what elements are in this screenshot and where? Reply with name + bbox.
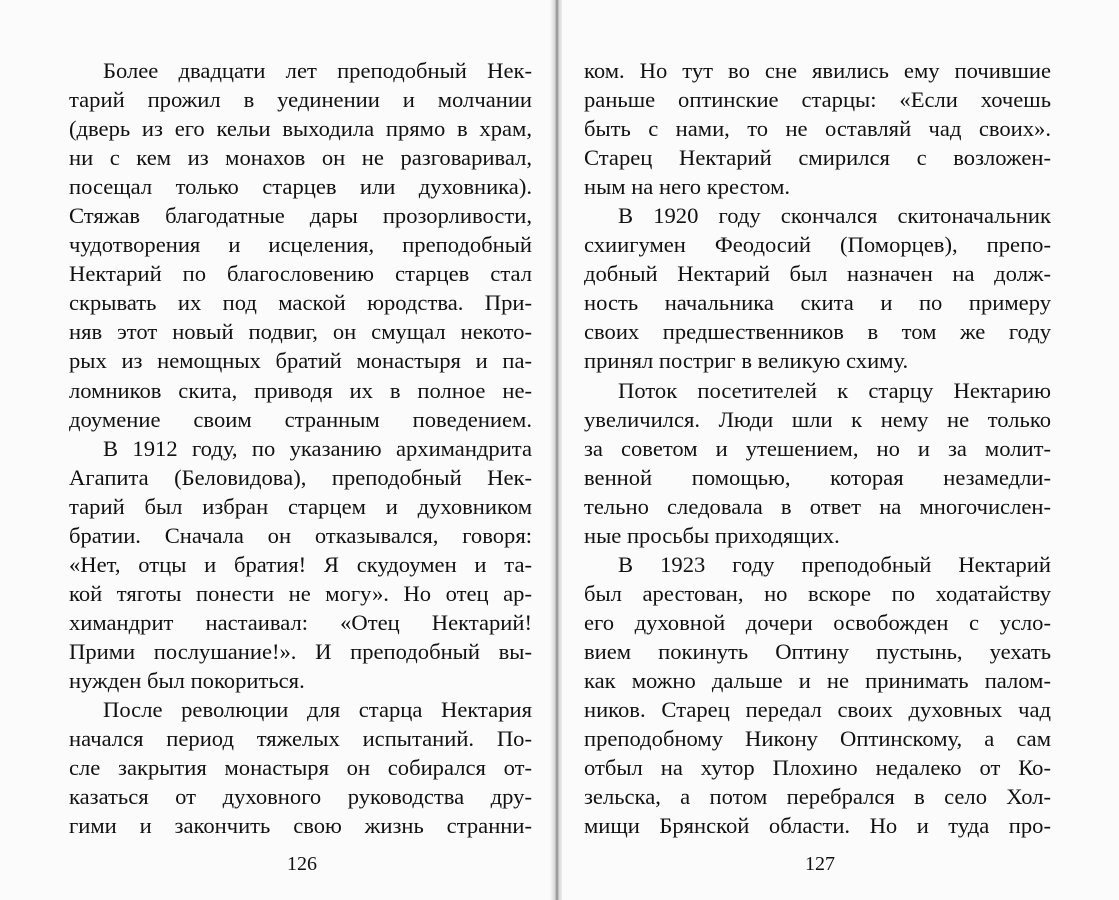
text-line: Стяжав благодатные дары прозорливости, [69, 203, 532, 229]
text-line: своих предшественников в том же году [584, 319, 1051, 345]
text-line: начался период тяжелых испытаний. По- [69, 726, 532, 752]
text-line: кой тяготы понести не могу». Но отец ар- [69, 580, 532, 606]
text-line: вием покинуть Оптину пустынь, уехать [584, 638, 1051, 664]
text-line: венной помощью, которая незамедли- [584, 464, 1051, 490]
text-line: зельска, а потом перебрался в село Хол- [584, 784, 1051, 810]
text-line: Прими послушание!». И преподобный вы- [69, 638, 532, 664]
right-page [562, 0, 1119, 900]
text-line: тарий был избран старцем и духовником [69, 493, 532, 519]
text-line: чудотворения и исцеления, преподобный [69, 232, 532, 258]
text-line: ные просьбы приходящих. [584, 522, 840, 548]
text-line: рых из немощных братий монастыря и па- [69, 348, 532, 374]
text-line: Поток посетителей к старцу Нектарию [618, 377, 1051, 403]
text-line: быть с нами, то не оставляй чад своих». [584, 116, 1051, 142]
text-line: сле закрытия монастыря он собирался от- [69, 755, 532, 781]
text-line: добный Нектарий был назначен на долж- [584, 261, 1051, 287]
text-line: Агапита (Беловидова), преподобный Нек- [69, 464, 532, 490]
text-line: казаться от духовного руководства дру- [69, 784, 532, 810]
page-number-right: 127 [805, 853, 835, 875]
left-page-text [69, 56, 532, 840]
text-line: принял постриг в великую схиму. [584, 348, 909, 374]
text-line: как можно дальше и не принимать палом- [584, 667, 1051, 693]
text-line: няв этот новый подвиг, он смущал некото- [69, 319, 532, 345]
text-line: скрывать их под маской юродства. При- [69, 290, 532, 316]
text-line: После революции для старца Нектария [103, 697, 532, 723]
text-line: посещал только старцев или духовника). [69, 174, 532, 200]
text-line: Нектарий по благословению старцев стал [69, 261, 532, 287]
text-line: ком. Но тут во сне явились ему почившие [584, 58, 1051, 83]
text-line: В 1920 году скончался скитоначальник [618, 203, 1051, 229]
text-line: доумение своим странным поведением. [69, 406, 532, 432]
text-line: за советом и утешением, но и за молит- [584, 435, 1051, 461]
text-line: ников. Старец передал своих духовных чад [584, 697, 1051, 723]
text-line: Старец Нектарий смирился с возложен- [584, 145, 1051, 171]
text-line: гими и закончить свою жизнь странни- [69, 813, 532, 839]
text-line: (дверь из его кельи выходила прямо в храм, [69, 116, 532, 142]
text-line: мищи Брянской области. Но и туда про- [584, 813, 1051, 839]
text-line: нужден был покориться. [69, 667, 305, 693]
right-page-text [584, 56, 1051, 840]
text-line: ным на него крестом. [584, 174, 791, 200]
text-line: Более двадцати лет преподобный Нек- [103, 58, 532, 83]
text-line: ни с кем из монахов он не разговаривал, [69, 145, 532, 171]
text-line: В 1912 году, по указанию архимандрита [103, 435, 532, 461]
text-line: схиигумен Феодосий (Поморцев), препо- [584, 232, 1051, 258]
text-line: был арестован, но вскоре по ходатайству [584, 580, 1051, 606]
text-line: В 1923 году преподобный Нектарий [618, 551, 1051, 577]
text-line: отбыл на хутор Плохино недалеко от Ко- [584, 755, 1051, 781]
text-line: увеличился. Люди шли к нему не только [584, 406, 1051, 432]
text-line: тарий прожил в уединении и молчании [69, 87, 532, 113]
text-line: химандрит настаивал: «Отец Нектарий! [69, 609, 532, 635]
text-line: братии. Сначала он отказывался, говоря: [69, 522, 532, 548]
text-line: ность начальника скита и по примеру [584, 290, 1051, 316]
text-line: ломников скита, приводя их в полное не- [69, 377, 532, 403]
text-line: «Нет, отцы и братия! Я скудоумен и та- [69, 551, 532, 577]
page-number-left: 126 [287, 853, 317, 875]
text-line: его духовной дочери освобожден с усло- [584, 609, 1051, 635]
left-page [0, 0, 556, 900]
text-line: раньше оптинские старцы: «Если хочешь [584, 87, 1051, 113]
text-line: тельно следовала в ответ на многочислен- [584, 493, 1051, 519]
text-line: преподобному Никону Оптинскому, а сам [584, 726, 1051, 752]
